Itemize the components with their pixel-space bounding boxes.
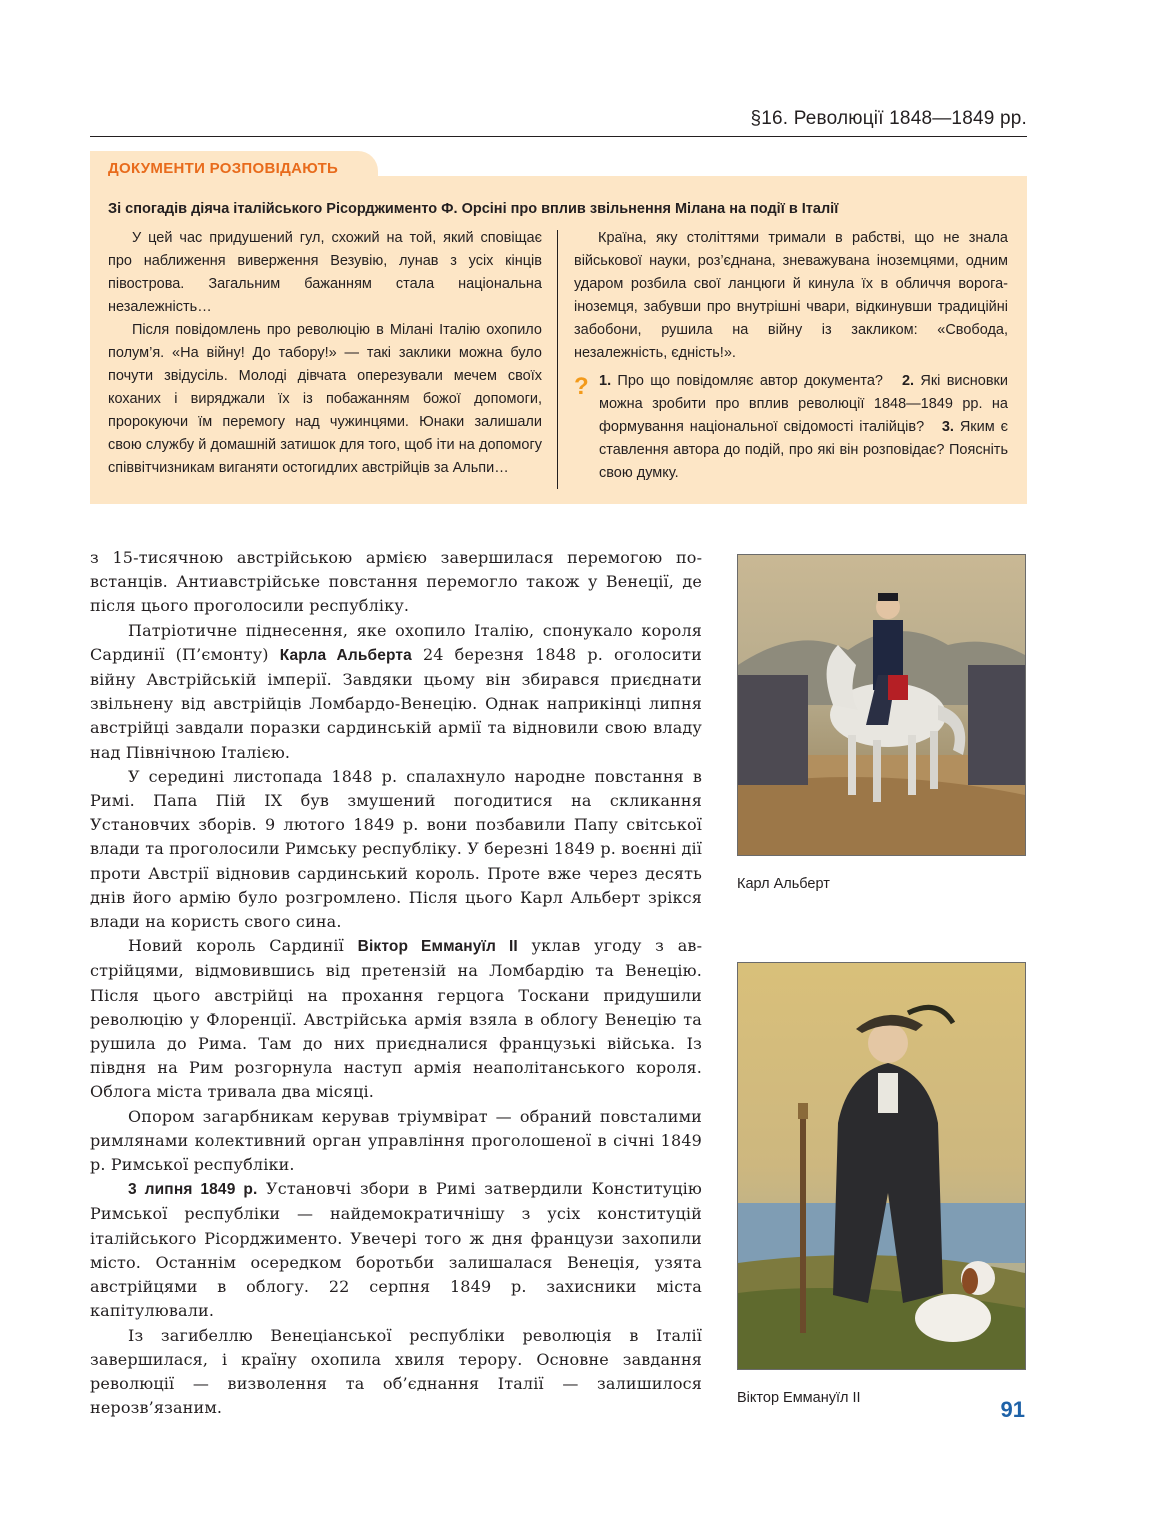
text-run: 24 березня 1848 р. оголосити війну Австрійській імперії. Завдяки цьому він збирався приєднати звільнену від австрійців Ломбардо-Венецію. Однак наприкінці липня австрійці завдали поразки сардинській армії та відновили свою владу над Північною Італією. (90, 644, 702, 762)
bold-term: Віктор Еммануїл ІІ (357, 938, 518, 956)
paragraph: з 15-тисячною австрійською армією завершилася перемогою повстанців. Антиавстрійське повстання перемогло також у Венеції, де після цього проголосили республіку. (90, 548, 702, 616)
question-text: Які висновки можна зробити про вплив революції 1848—1849 рр. на формування національної свідомості італійців? (599, 373, 1008, 435)
paragraph (90, 619, 702, 765)
document-paragraph: Країна, яку століттями тримали в рабстві, що не знала військової науки, роз’єднана, зневажувана іноземцями, одним ударом розбила свої ланцюги й кинула їх в обличчя ворога-іноземця, забувши про внутрішні чвари, відкинувши традиційні забобони, рушила на війну із закликом: «Свобода, незалежність, єдність!». (574, 230, 1008, 361)
document-right-column (574, 227, 1008, 365)
question-number: 2. (901, 373, 915, 389)
documents-tab-label: ДОКУМЕНТИ РОЗПОВІДАЮТЬ (108, 160, 339, 177)
image-caption: Карл Альберт (737, 876, 830, 892)
questions-block (599, 370, 1008, 485)
question-number: 3. (941, 419, 954, 435)
text-run: Патріотичне піднесення, яке охопило Італію, спонукало короля Сардинії (П’ємонту) (90, 620, 702, 664)
paragraph: Із загибеллю Венеціанської республіки революція в Італії завершилася, і країну охопила хвиля терору. Основне завдання революції — визволення та об’єднання Італії — залишилося нерозв’язаним. (90, 1325, 702, 1418)
paragraph: Опором загарбникам керував тріумвірат — обраний повсталими римлянами колективний орган управління проголошеної в січні 1849 р. Римської республіки. (90, 1106, 702, 1175)
document-left-column (108, 227, 542, 480)
paragraph (90, 1177, 702, 1323)
paragraph: У середині листопада 1848 р. спалахнуло народне повстання в Римі. Папа Пій IX був змушений погодитися на скликання Установчих зборів. 9 лютого 1849 р. вони позбавили Папу світської влади та проголосили Римську республіку. У березні 1849 р. воєнні дії проти Австрії відновив сардинський король. Проте вже через десять днів його армію було розгромлено. Після цього Карл Альберт зрікся влади на користь свого сина. (90, 766, 702, 932)
header-title: §16. Революції 1848—1849 рр. (750, 108, 1027, 129)
documents-subtitle: Зі спогадів діяча італійського Рісорджименто Ф. Орсіні про вплив звільнення Мілана на події в Італії (108, 201, 839, 217)
image-caption: Віктор Еммануїл ІІ (737, 1390, 861, 1406)
column-divider (557, 230, 558, 489)
bold-term: 3 липня 1849 р. (128, 1181, 258, 1199)
painting-icon (738, 963, 1025, 1369)
text-run: Новий король Сардинії (128, 936, 358, 956)
page-number: 91 (1000, 1397, 1025, 1422)
painting-icon (738, 555, 1025, 855)
portrait-image-viktor-emmanuel (737, 962, 1026, 1370)
running-header (90, 104, 1027, 137)
document-paragraph: У цей час придушений гул, схожий на той, який сповіщає про наближення виверження Везувію, лунав з усіх кінців півострова. Загальним бажанням стала національна незалежність… (108, 230, 542, 315)
question-text: Про що повідомляє автор документа? (617, 373, 883, 389)
paragraph (90, 934, 702, 1104)
bold-term: Карла Альберта (279, 646, 412, 664)
document-paragraph: Після повідомлень про революцію в Мілані Італію охопило полум’я. «На війну! До табору!» — такі заклики можна було почути звідусіль. Молоді дівчата оперезували мечем своїх коханих і виряджали їх із побажанням божої допомоги, пророкуючи їм перемогу над чужинцями. Юнаки залишали свою службу й домашній затишок для того, щоб іти на допомогу співвітчизникам виганяти остогидлих австрійців за Альпи… (108, 322, 542, 476)
portrait-image-karl-albert (737, 554, 1026, 856)
main-text (90, 546, 702, 1420)
text-run: уклав угоду з австрійцями, відмовившись від претензій на Ломбардію та Венецію. Після цього австрійці на прохання герцога Тоскани придушили революцію у Флоренції. Австрійська армія взяла в облогу Венецію та рушила до Рима. Там до них приєдналися французькі війська. Із півдня на Рим розгорнула наступ армія неаполітанського короля. Облога міста тривала два місяці. (90, 936, 702, 1102)
question-text: Яким є ставлення автора до подій, про які він розповідає? Поясніть свою думку. (599, 419, 1009, 481)
question-number: 1. (599, 373, 612, 389)
question-mark-icon: ? (574, 373, 589, 400)
text-run: Установчі збори в Римі затвердили Конституцію Римської республіки — найдемократичнішу з усіх конституцій італійського Рісорджименто. Увечері того ж дня французи захопили місто. Останнім осередком боротьби залишалася Венеція, узята австрійцями в облогу. 22 серпня 1849 р. захисники міста капітулювали. (90, 1179, 702, 1321)
